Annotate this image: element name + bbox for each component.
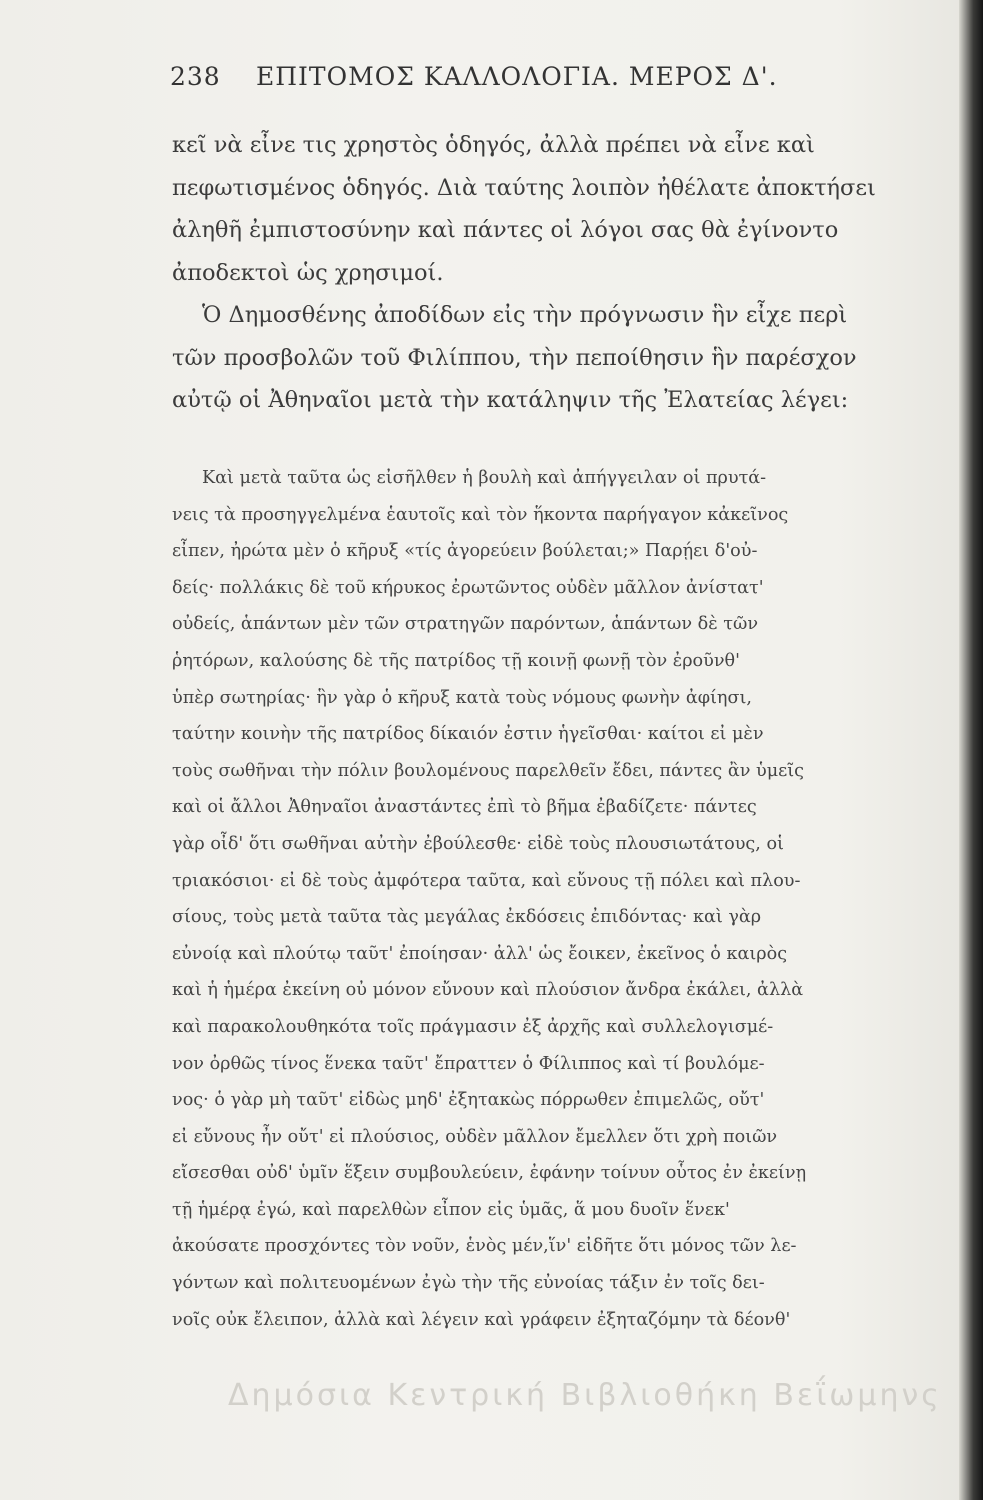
quote-line: εἶπεν, ἠρώτα μὲν ὁ κῆρυξ «τίς ἀγορεύειν βούλεται;» Παρῄει δ'οὐ- [172,541,758,562]
quote-line: οὐδείς, ἁπάντων μὲν τῶν στρατηγῶν παρόντων, ἁπάντων δὲ τῶν [172,614,759,635]
quote-line: εἴσεσθαι οὐδ' ὑμῖν ἕξειν συμβουλεύειν, ἐφάνην τοίνυν οὗτος ἐν ἐκείνῃ [172,1163,807,1184]
text-line: ἀποδεκτοὶ ὡς χρησιμοί. [172,259,444,286]
running-header [170,62,870,102]
quote-line: Καὶ μετὰ ταῦτα ὡς εἰσῆλθεν ἡ βουλὴ καὶ ἀπήγγειλαν οἱ πρυτά- [202,468,767,488]
quote-line: νον ὀρθῶς τίνος ἕνεκα ταῦτ' ἔπραττεν ὁ Φίλιππος καὶ τί βουλόμε- [172,1053,765,1074]
text-line: πεφωτισμένος ὁδηγός. Διὰ ταύτης λοιπὸν ἠθέλατε ἀποκτήσει [172,174,876,201]
quote-line: σίους, τοὺς μετὰ ταῦτα τὰς μεγάλας ἐκδόσεις ἐπιδόντας· καὶ γὰρ [172,907,762,928]
quote-line: νεις τὰ προσηγγελμένα ἑαυτοῖς καὶ τὸν ἥκοντα παρήγαγον κἀκεῖνος [172,504,789,525]
library-watermark: Δημόσια Κεντρική Βιβλιοθήκη Βεΐωμηνς [228,1378,942,1413]
quote-line: γόντων καὶ πολιτευομένων ἐγὼ τὴν τῆς εὐνοίας τάξιν ἐν τοῖς δει- [172,1273,765,1294]
quote-line: ἀκούσατε προσχόντες τὸν νοῦν, ἑνὸς μέν,ἵν' εἰδῆτε ὅτι μόνος τῶν λε- [172,1236,797,1257]
running-title: ΕΠΙΤΟΜΟΣ ΚΑΛΛΟΛΟΓΙΑ. ΜΕΡΟΣ Δ'. [256,62,778,91]
text-line: ἀληθῆ ἐμπιστοσύνην καὶ πάντες οἱ λόγοι σας θὰ ἐγίνοντο [172,217,839,243]
quote-line: καὶ οἱ ἄλλοι Ἀθηναῖοι ἀναστάντες ἐπὶ τὸ βῆμα ἐβαδίζετε· πάντες [172,797,757,818]
quote-line: τριακόσιοι· εἰ δὲ τοὺς ἀμφότερα ταῦτα, καὶ εὔνους τῇ πόλει καὶ πλου- [172,870,801,891]
quote-line: νοῖς οὐκ ἔλειπον, ἀλλὰ καὶ λέγειν καὶ γράφειν ἐξηταζόμην τὰ δέονθ' [172,1309,791,1330]
text-line: κεῖ νὰ εἶνε τις χρηστὸς ὁδηγός, ἀλλὰ πρέπει νὰ εἶνε καὶ [172,132,815,158]
quote-line: εἰ εὔνους ἦν οὔτ' εἰ πλούσιος, οὐδὲν μᾶλλον ἔμελλεν ὅτι χρὴ ποιῶν [172,1126,778,1147]
quote-line: ὑπὲρ σωτηρίας· ἣν γὰρ ὁ κῆρυξ κατὰ τοὺς νόμους φωνὴν ἀφίησι, [172,687,752,708]
quote-line: γὰρ οἶδ' ὅτι σωθῆναι αὐτὴν ἐβούλεσθε· εἰδὲ τοὺς πλουσιωτάτους, οἱ [172,833,784,854]
quote-line: ῥητόρων, καλούσης δὲ τῆς πατρίδος τῇ κοινῇ φωνῇ τὸν ἐροῦνθ' [172,650,740,671]
page-number: 238 [170,62,221,91]
quote-line: εὐνοίᾳ καὶ πλούτῳ ταῦτ' ἐποίησαν· ἀλλ' ὡς ἔοικεν, ἐκεῖνος ὁ καιρὸς [172,943,788,964]
text-line: αὐτῷ οἱ Ἀθηναῖοι μετὰ τὴν κατάληψιν τῆς Ἐλατείας λέγει: [172,387,849,413]
quote-line: νος· ὁ γὰρ μὴ ταῦτ' εἰδὼς μηδ' ἐξητακὼς πόρρωθεν ἐπιμελῶς, οὔτ' [172,1090,765,1111]
quote-line: δείς· πολλάκις δὲ τοῦ κήρυκος ἐρωτῶντος οὐδὲν μᾶλλον ἀνίστατ' [172,577,764,598]
quote-line: τῇ ἡμέρᾳ ἐγώ, καὶ παρελθὼν εἶπον εἰς ὑμᾶς, ἅ μου δυοῖν ἕνεκ' [172,1199,730,1220]
text-line: Ὁ Δημοσθένης ἀποδίδων εἰς τὴν πρόγνωσιν ἣν εἶχε περὶ [202,302,848,328]
quote-line: καὶ παρακολουθηκότα τοῖς πράγμασιν ἐξ ἀρχῆς καὶ συλλελογισμέ- [172,1016,774,1037]
quote-line: τοὺς σωθῆναι τὴν πόλιν βουλομένους παρελθεῖν ἔδει, πάντες ἂν ὑμεῖς [172,760,805,781]
quote-line: καὶ ἡ ἡμέρα ἐκείνη οὐ μόνον εὔνουν καὶ πλούσιον ἄνδρα ἐκάλει, ἀλλὰ [172,980,804,1001]
text-line: τῶν προσβολῶν τοῦ Φιλίππου, τὴν πεποίθησιν ἣν παρέσχον [172,344,857,371]
intro-paragraph [172,124,962,422]
quoted-passage [172,460,962,1338]
page-edge-shadow [959,0,983,1500]
quote-line: ταύτην κοινὴν τῆς πατρίδος δίκαιόν ἐστιν ἡγεῖσθαι· καίτοι εἰ μὲν [172,724,764,745]
